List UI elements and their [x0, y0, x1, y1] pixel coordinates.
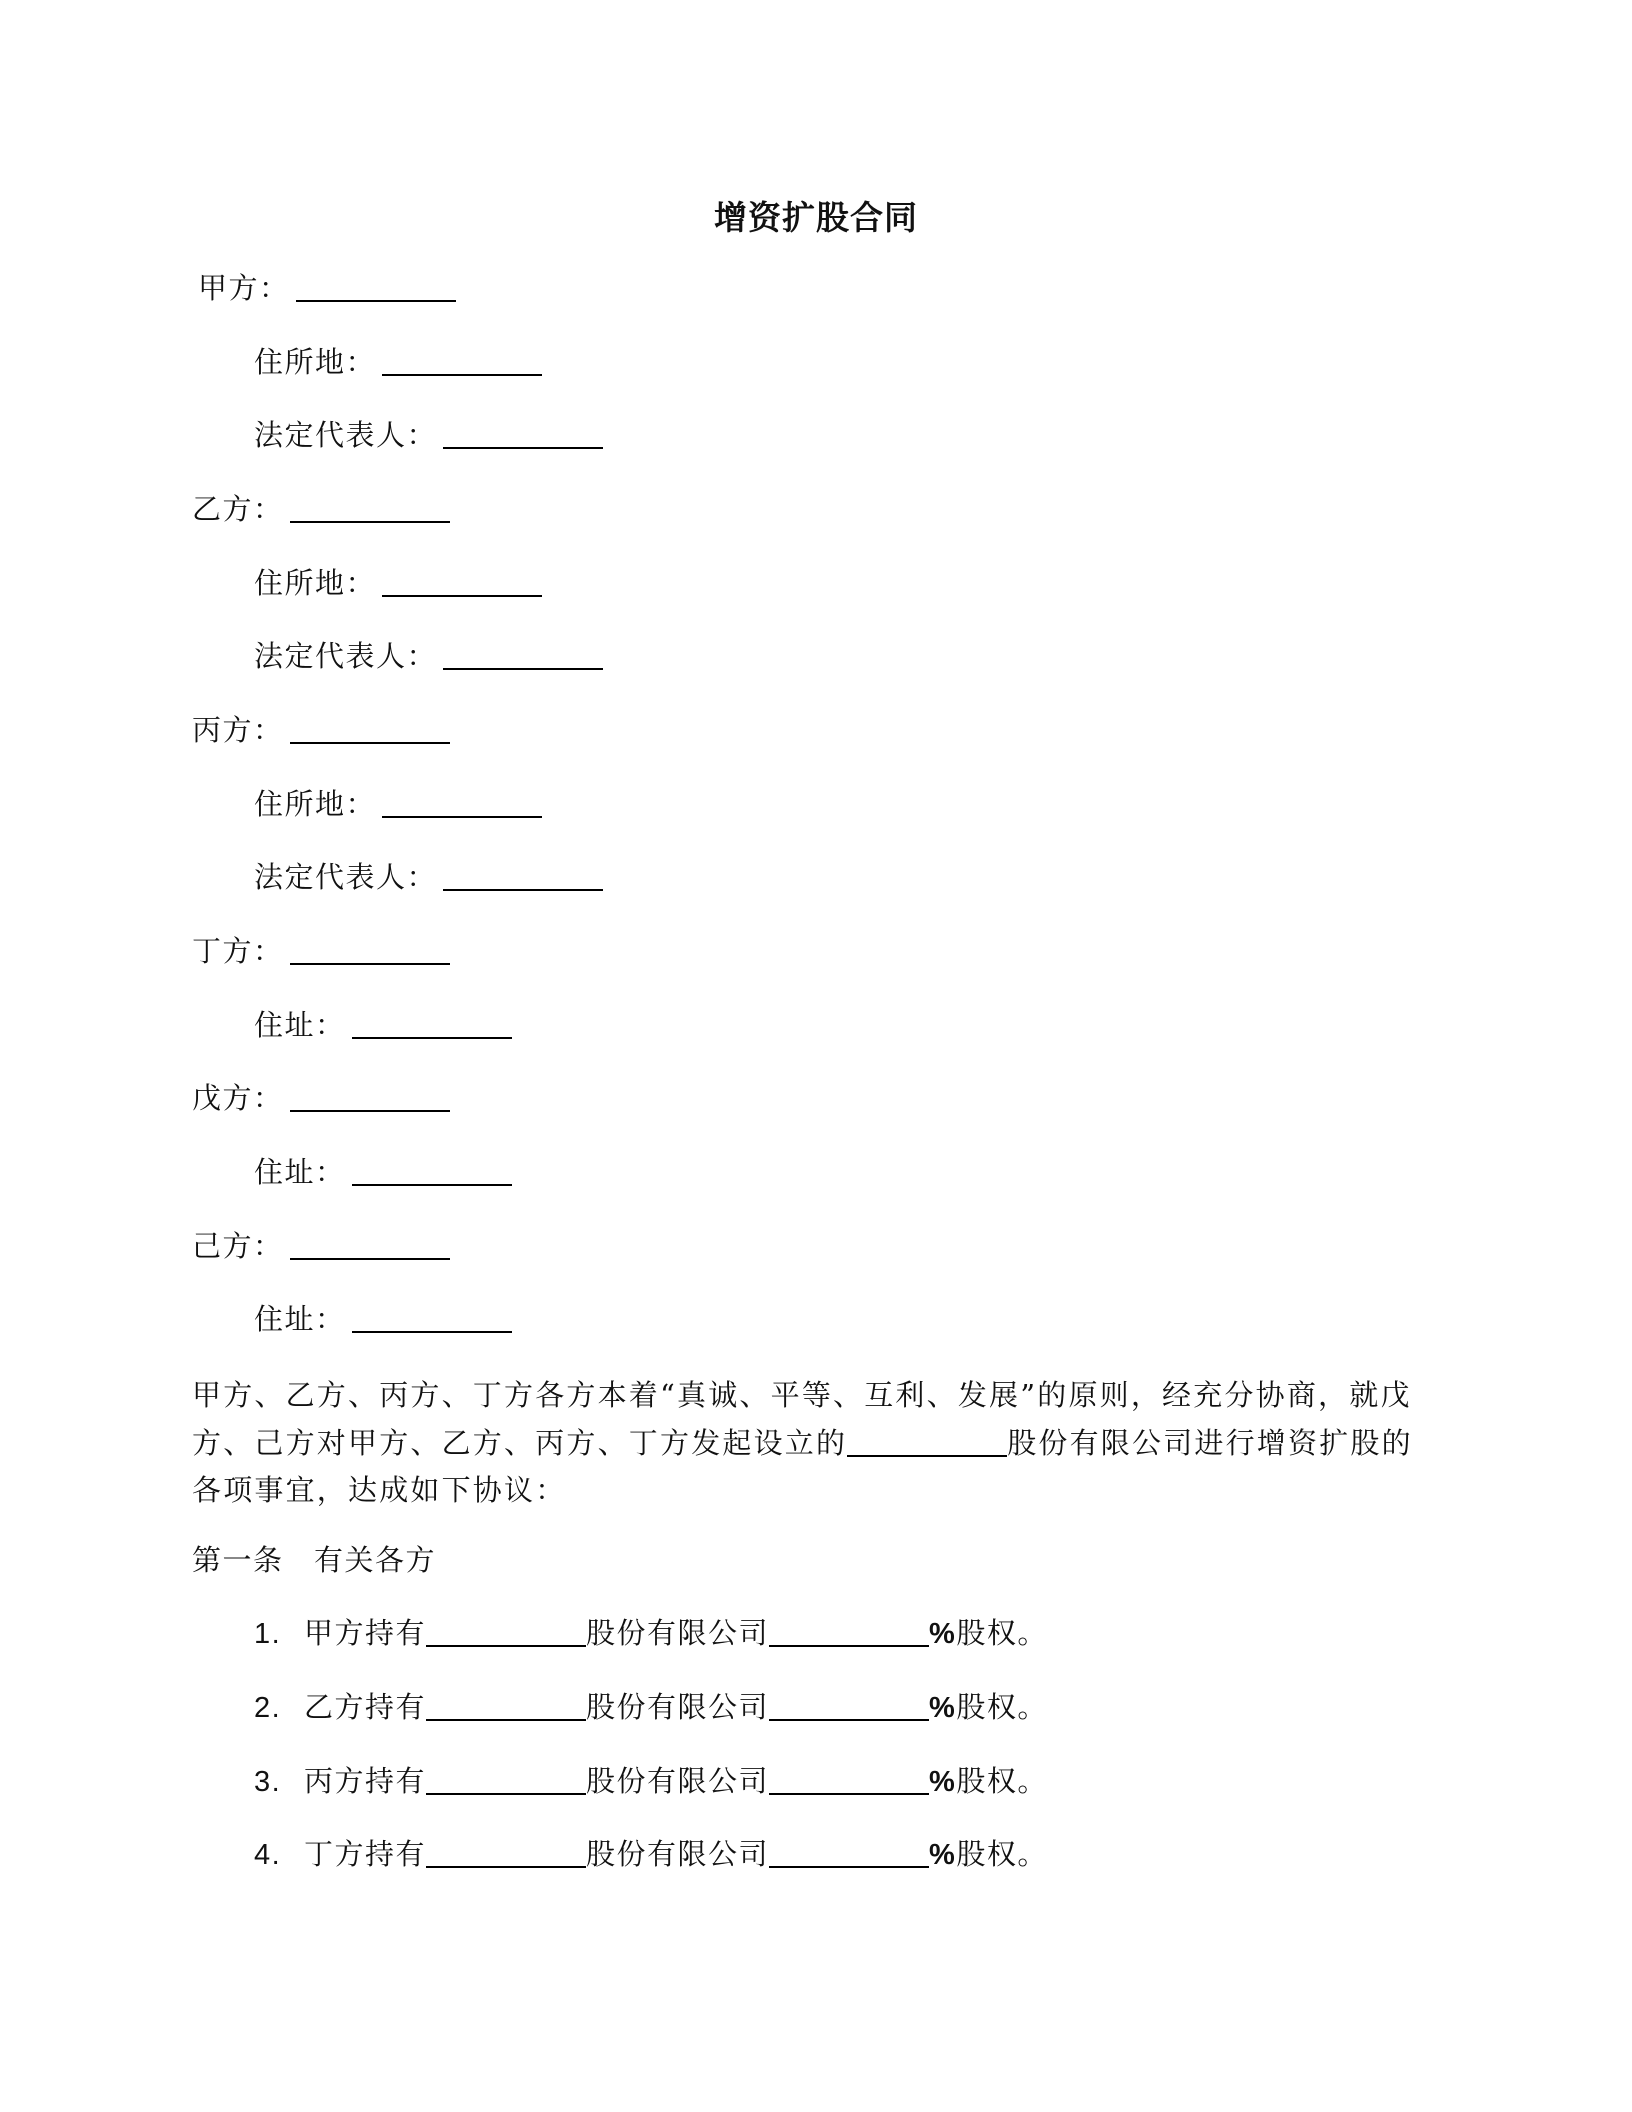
party-label: 丙方： [192, 713, 284, 747]
preamble-line [192, 1420, 1413, 1468]
percent-sign: % [929, 1766, 957, 1798]
item-text: 股份有限公司 [586, 1764, 770, 1798]
list-item [254, 1613, 1048, 1654]
field-label: 住址： [254, 1302, 346, 1336]
party-b [192, 489, 450, 529]
blank-field[interactable] [443, 417, 603, 449]
party-label: 己方： [192, 1229, 284, 1263]
item-text: 股份有限公司 [586, 1616, 770, 1650]
blank-field[interactable] [426, 1836, 586, 1868]
party-a [198, 268, 456, 308]
party-a-rep [254, 415, 603, 455]
party-a-address [254, 342, 542, 382]
blank-field[interactable] [290, 1080, 450, 1112]
blank-field[interactable] [382, 344, 542, 376]
blank-field[interactable] [769, 1615, 929, 1647]
list-item [254, 1761, 1048, 1802]
field-label: 法定代表人： [254, 860, 438, 894]
blank-field[interactable] [443, 638, 603, 670]
company-name-blank[interactable] [847, 1425, 1007, 1457]
percent-sign: % [929, 1618, 957, 1650]
blank-field[interactable] [290, 1228, 450, 1260]
blank-field[interactable] [352, 1154, 512, 1186]
party-f-address [254, 1299, 512, 1339]
blank-field[interactable] [426, 1689, 586, 1721]
party-label: 甲方： [198, 271, 290, 305]
party-c-rep [254, 857, 603, 897]
blank-field[interactable] [290, 933, 450, 965]
field-label: 法定代表人： [254, 639, 438, 673]
item-text: 乙方持有 [304, 1690, 427, 1724]
preamble-text: 方、己方对甲方、乙方、丙方、丁方发起设立的 [192, 1425, 848, 1460]
field-label: 住所地： [254, 787, 377, 821]
party-c-address [254, 784, 542, 824]
preamble-paragraph [192, 1372, 1413, 1515]
item-text: 丁方持有 [304, 1837, 427, 1871]
item-text: 股权。 [956, 1690, 1048, 1724]
field-label: 住址： [254, 1008, 346, 1042]
list-item [254, 1687, 1048, 1728]
blank-field[interactable] [290, 491, 450, 523]
blank-field[interactable] [296, 270, 456, 302]
party-f [192, 1226, 450, 1266]
preamble-line: 甲方、乙方、丙方、丁方各方本着“真诚、平等、互利、发展”的原则，经充分协商，就戊 [192, 1378, 1412, 1412]
item-text: 股权。 [956, 1616, 1048, 1650]
item-text: 股权。 [956, 1837, 1048, 1871]
party-b-address [254, 563, 542, 603]
document-title: 增资扩股合同 [714, 198, 918, 237]
item-text: 甲方持有 [304, 1616, 427, 1650]
item-number: 2. [254, 1692, 282, 1724]
party-label: 乙方： [192, 492, 284, 526]
blank-field[interactable] [769, 1836, 929, 1868]
party-label: 丁方： [192, 934, 284, 968]
item-text: 股份有限公司 [586, 1837, 770, 1871]
party-e-address [254, 1152, 512, 1192]
list-item [254, 1834, 1048, 1875]
blank-field[interactable] [426, 1615, 586, 1647]
party-e [192, 1078, 450, 1118]
blank-field[interactable] [382, 786, 542, 818]
field-label: 住所地： [254, 345, 377, 379]
field-label: 法定代表人： [254, 418, 438, 452]
field-label: 住址： [254, 1155, 346, 1189]
percent-sign: % [929, 1692, 957, 1724]
percent-sign: % [929, 1839, 957, 1871]
party-d-address [254, 1005, 512, 1045]
item-number: 4. [254, 1839, 282, 1871]
party-d [192, 931, 450, 971]
item-number: 1. [254, 1618, 282, 1650]
blank-field[interactable] [290, 712, 450, 744]
blank-field[interactable] [769, 1689, 929, 1721]
party-c [192, 710, 450, 750]
blank-field[interactable] [426, 1763, 586, 1795]
item-number: 3. [254, 1766, 282, 1798]
blank-field[interactable] [382, 565, 542, 597]
item-text: 丙方持有 [304, 1764, 427, 1798]
article-1-heading: 第一条 有关各方 [192, 1543, 437, 1577]
field-label: 住所地： [254, 566, 377, 600]
party-b-rep [254, 636, 603, 676]
party-label: 戊方： [192, 1081, 284, 1115]
preamble-text: 股份有限公司进行增资扩股的 [1007, 1425, 1413, 1460]
blank-field[interactable] [769, 1763, 929, 1795]
blank-field[interactable] [352, 1007, 512, 1039]
item-text: 股权。 [956, 1764, 1048, 1798]
blank-field[interactable] [443, 859, 603, 891]
item-text: 股份有限公司 [586, 1690, 770, 1724]
preamble-line: 各项事宜，达成如下协议： [192, 1473, 567, 1507]
blank-field[interactable] [352, 1301, 512, 1333]
